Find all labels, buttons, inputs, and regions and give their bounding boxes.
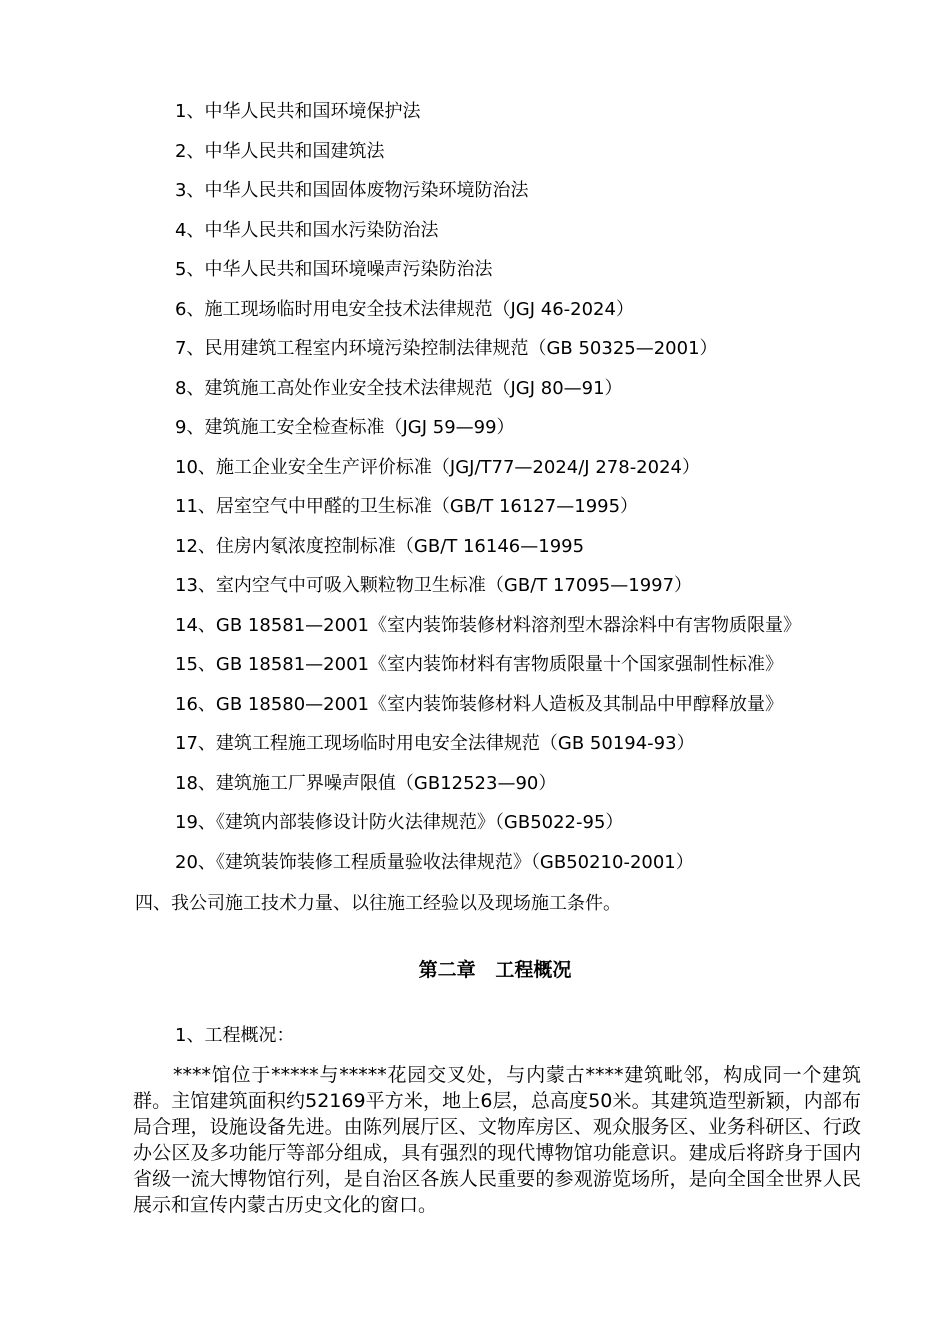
reference-item: 19、《建筑内部装修设计防火法律规范》（GB5022-95） bbox=[175, 812, 624, 833]
sub-heading: 1、工程概况： bbox=[175, 1025, 295, 1046]
chapter-title: 第二章 工程概况 bbox=[418, 959, 572, 981]
reference-item: 7、民用建筑工程室内环境污染控制法律规范（GB 50325—2001） bbox=[175, 338, 718, 359]
section-heading: 四、我公司施工技术力量、以往施工经验以及现场施工条件。 bbox=[135, 893, 621, 914]
reference-item: 17、建筑工程施工现场临时用电安全法律规范（GB 50194-93） bbox=[175, 733, 695, 754]
reference-item: 9、建筑施工安全检查标准（JGJ 59—99） bbox=[175, 417, 515, 438]
reference-item: 5、中华人民共和国环境噪声污染防治法 bbox=[175, 259, 493, 280]
reference-item: 12、住房内氡浓度控制标准（GB/T 16146—1995 bbox=[175, 535, 585, 557]
reference-item: 13、室内空气中可吸入颗粒物卫生标准（GB/T 17095—1997） bbox=[175, 575, 693, 596]
reference-item: 4、中华人民共和国水污染防治法 bbox=[175, 219, 439, 241]
reference-item: 2、中华人民共和国建筑法 bbox=[175, 140, 385, 162]
reference-item: 11、居室空气中甲醛的卫生标准（GB/T 16127—1995） bbox=[175, 496, 639, 517]
reference-item: 3、中华人民共和国固体废物污染环境防治法 bbox=[175, 180, 529, 201]
reference-item: 1、中华人民共和国环境保护法 bbox=[175, 101, 421, 122]
reference-item: 6、施工现场临时用电安全技术法律规范（JGJ 46-2024） bbox=[175, 298, 634, 320]
reference-item: 16、GB 18580—2001《室内装饰装修材料人造板及其制品中甲醇释放量》 bbox=[175, 693, 783, 715]
reference-item: 18、建筑施工厂界噪声限值（GB12523—90） bbox=[175, 772, 557, 794]
reference-item: 10、施工企业安全生产评价标准（JGJ/T77—2024/J 278-2024） bbox=[175, 456, 700, 478]
reference-item: 8、建筑施工高处作业安全技术法律规范（JGJ 80—91） bbox=[175, 377, 623, 399]
reference-item: 15、GB 18581—2001《室内装饰材料有害物质限量十个国家强制性标准》 bbox=[175, 654, 783, 675]
reference-list bbox=[175, 99, 915, 889]
reference-item: 20、《建筑装饰装修工程质量验收法律规范》（GB50210-2001） bbox=[175, 851, 694, 873]
reference-item: 14、GB 18581—2001《室内装饰装修材料溶剂型木器涂料中有害物质限量》 bbox=[175, 614, 801, 636]
body-paragraph: ****馆位于*****与*****花园交叉处，与内蒙古****建筑毗邻，构成同一个建筑群。主馆建筑面积约52169平方米，地上6层，总高度50米。其建筑造型新颖，内部布局合理，设施设备先进。由陈列展厅区、文物库房区、观众服务区、业务科研区、行政办公区及多功能厅等部分组成，具有强烈的现代博物馆功能意识。建成后将跻身于国内省级一流大博物馆行列，是自治区各族人民重要的参观游览场所，是向全国全世界人民展示和宣传内蒙古历史文化的窗口。 bbox=[133, 1064, 861, 1216]
